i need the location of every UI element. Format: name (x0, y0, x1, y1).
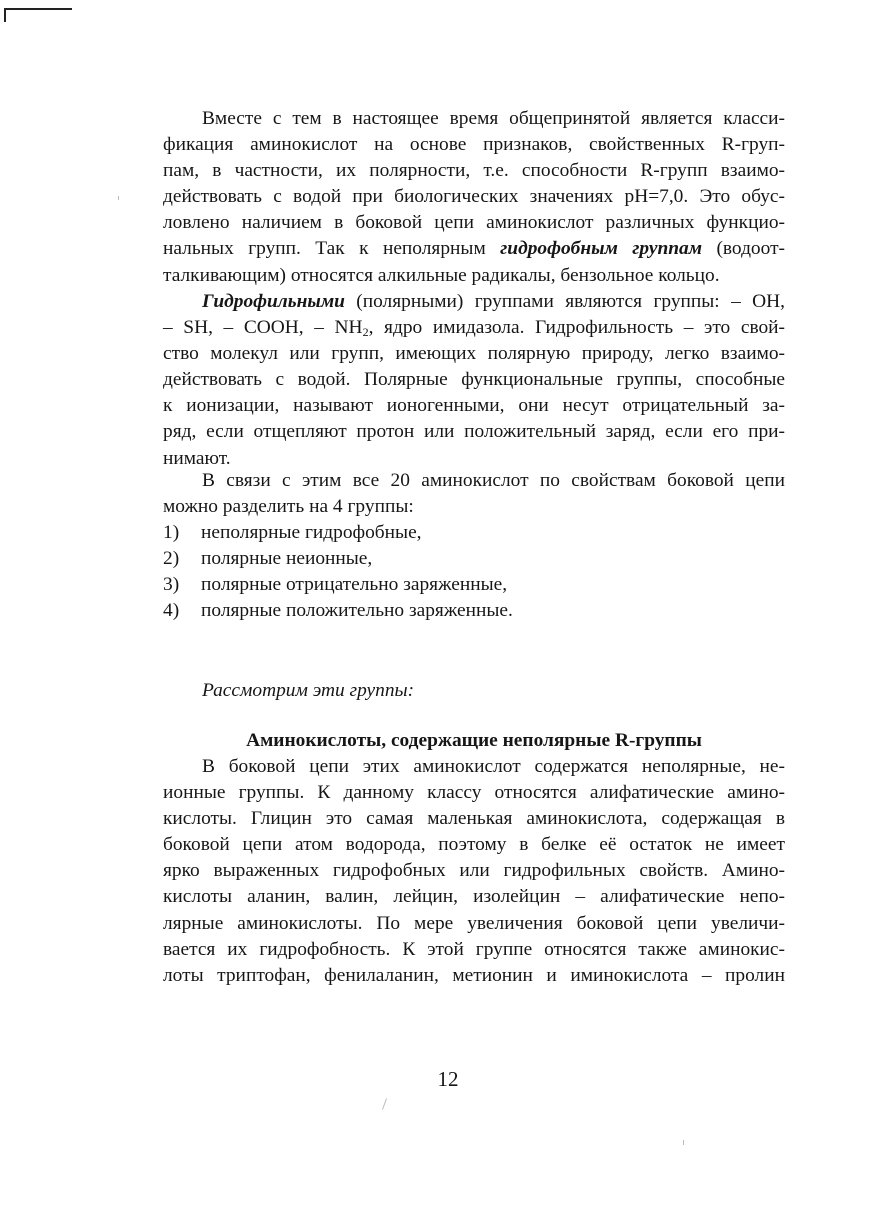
text-segment: (водоот- (702, 238, 785, 260)
scan-corner-mark (4, 8, 72, 22)
emphasis-hydrophilic: Гидрофильными (202, 291, 345, 312)
text-line: действовать с водой. Полярные функциональные группы, способные (163, 369, 785, 391)
text-line: фикация аминокислот на основе признаков, свойственных R-груп- (163, 134, 785, 156)
list-text: полярные отрицательно заряженные, (201, 574, 508, 596)
list-number: 4) (163, 600, 180, 622)
list-number: 1) (163, 522, 180, 543)
list-item (163, 520, 785, 546)
list-text: полярные положительно заряженные. (201, 600, 513, 622)
text-line: ловлено наличием в боковой цепи аминокислот различных функцио- (163, 212, 785, 234)
list-text: полярные неионные, (201, 548, 373, 570)
paragraph-groups-intro (163, 468, 785, 520)
text-line: В боковой цепи этих аминокислот содержатся неполярные, не- (202, 756, 785, 777)
text-line: боковой цепи атом водорода, поэтому в белке её остаток не имеет (163, 834, 785, 856)
subscript: 2 (362, 325, 369, 340)
page-number: 12 (437, 1067, 459, 1091)
scan-speck (683, 1140, 684, 1145)
text-line: ярко выраженных гидрофобных или гидрофильных свойств. Амино- (163, 860, 785, 882)
text-line: кислоты. Глицин это самая маленькая аминокислота, содержащая в (163, 808, 785, 830)
text-line: Вместе с тем в настоящее время общепринятой является класси- (202, 108, 785, 129)
text-line: пам, в частности, их полярности, т.е. способности R-групп взаимо- (163, 160, 785, 182)
text-line: вается их гидрофобность. К этой группе относятся также аминокис- (163, 938, 785, 960)
scan-speck (382, 1098, 387, 1110)
list-item (163, 598, 785, 624)
text-line-formulas (163, 315, 785, 341)
group-list (163, 520, 785, 624)
text-line: лоты триптофан, фенилаланин, метионин и иминокислота – пролин (163, 964, 785, 986)
text-line: можно разделить на 4 группы: (163, 496, 414, 518)
paragraph-hydrophilic (163, 289, 785, 472)
text-line-hydrophilic (163, 289, 785, 315)
list-number: 3) (163, 574, 180, 596)
text-line-hydrophobic (163, 236, 785, 262)
text-line: талкивающим) относятся алкильные радикалы, бензольное кольцо. (163, 264, 720, 286)
text-line: ство молекул или групп, имеющих полярную природу, легко взаимо- (163, 343, 785, 365)
text-segment: – SH, – COOH, – NH (163, 317, 363, 339)
text-line: кислоты аланин, валин, лейцин, изолейцин – алифатические непо- (163, 886, 785, 908)
text-segment: (полярными) группами являются группы: – OH, (344, 291, 785, 312)
text-line: ряд, если отщепляют протон или положительный заряд, если его при- (163, 421, 785, 443)
italic-text-line: Рассмотрим эти группы: (202, 680, 415, 701)
paragraph-classification (163, 106, 785, 289)
text-line: действовать с водой при биологических значениях pH=7,0. Это обус- (163, 186, 785, 208)
scan-speck (118, 196, 119, 200)
text-line: нимают. (163, 447, 231, 469)
emphasis-hydrophobic-groups: гидрофобным группам (500, 238, 703, 260)
text-segment: , ядро имидазола. Гидрофильность – это свой- (368, 317, 786, 339)
list-text: неполярные гидрофобные, (201, 522, 422, 543)
text-line: ионные группы. К данному классу относятся алифатические амино- (163, 782, 785, 804)
section-heading: Аминокислоты, содержащие неполярные R-группы (246, 730, 702, 751)
paragraph-nonpolar (163, 754, 785, 989)
text-line: В связи с этим все 20 аминокислот по свойствам боковой цепи (202, 470, 785, 491)
consider-groups-line (163, 678, 785, 704)
text-segment: нальных групп. Так к неполярным (163, 238, 501, 260)
list-number: 2) (163, 548, 180, 570)
text-line: лярные аминокислоты. По мере увеличения боковой цепи увеличи- (163, 912, 785, 934)
list-item (163, 572, 785, 598)
text-line: к ионизации, называют ионогенными, они несут отрицательный за- (163, 395, 785, 417)
list-item (163, 546, 785, 572)
